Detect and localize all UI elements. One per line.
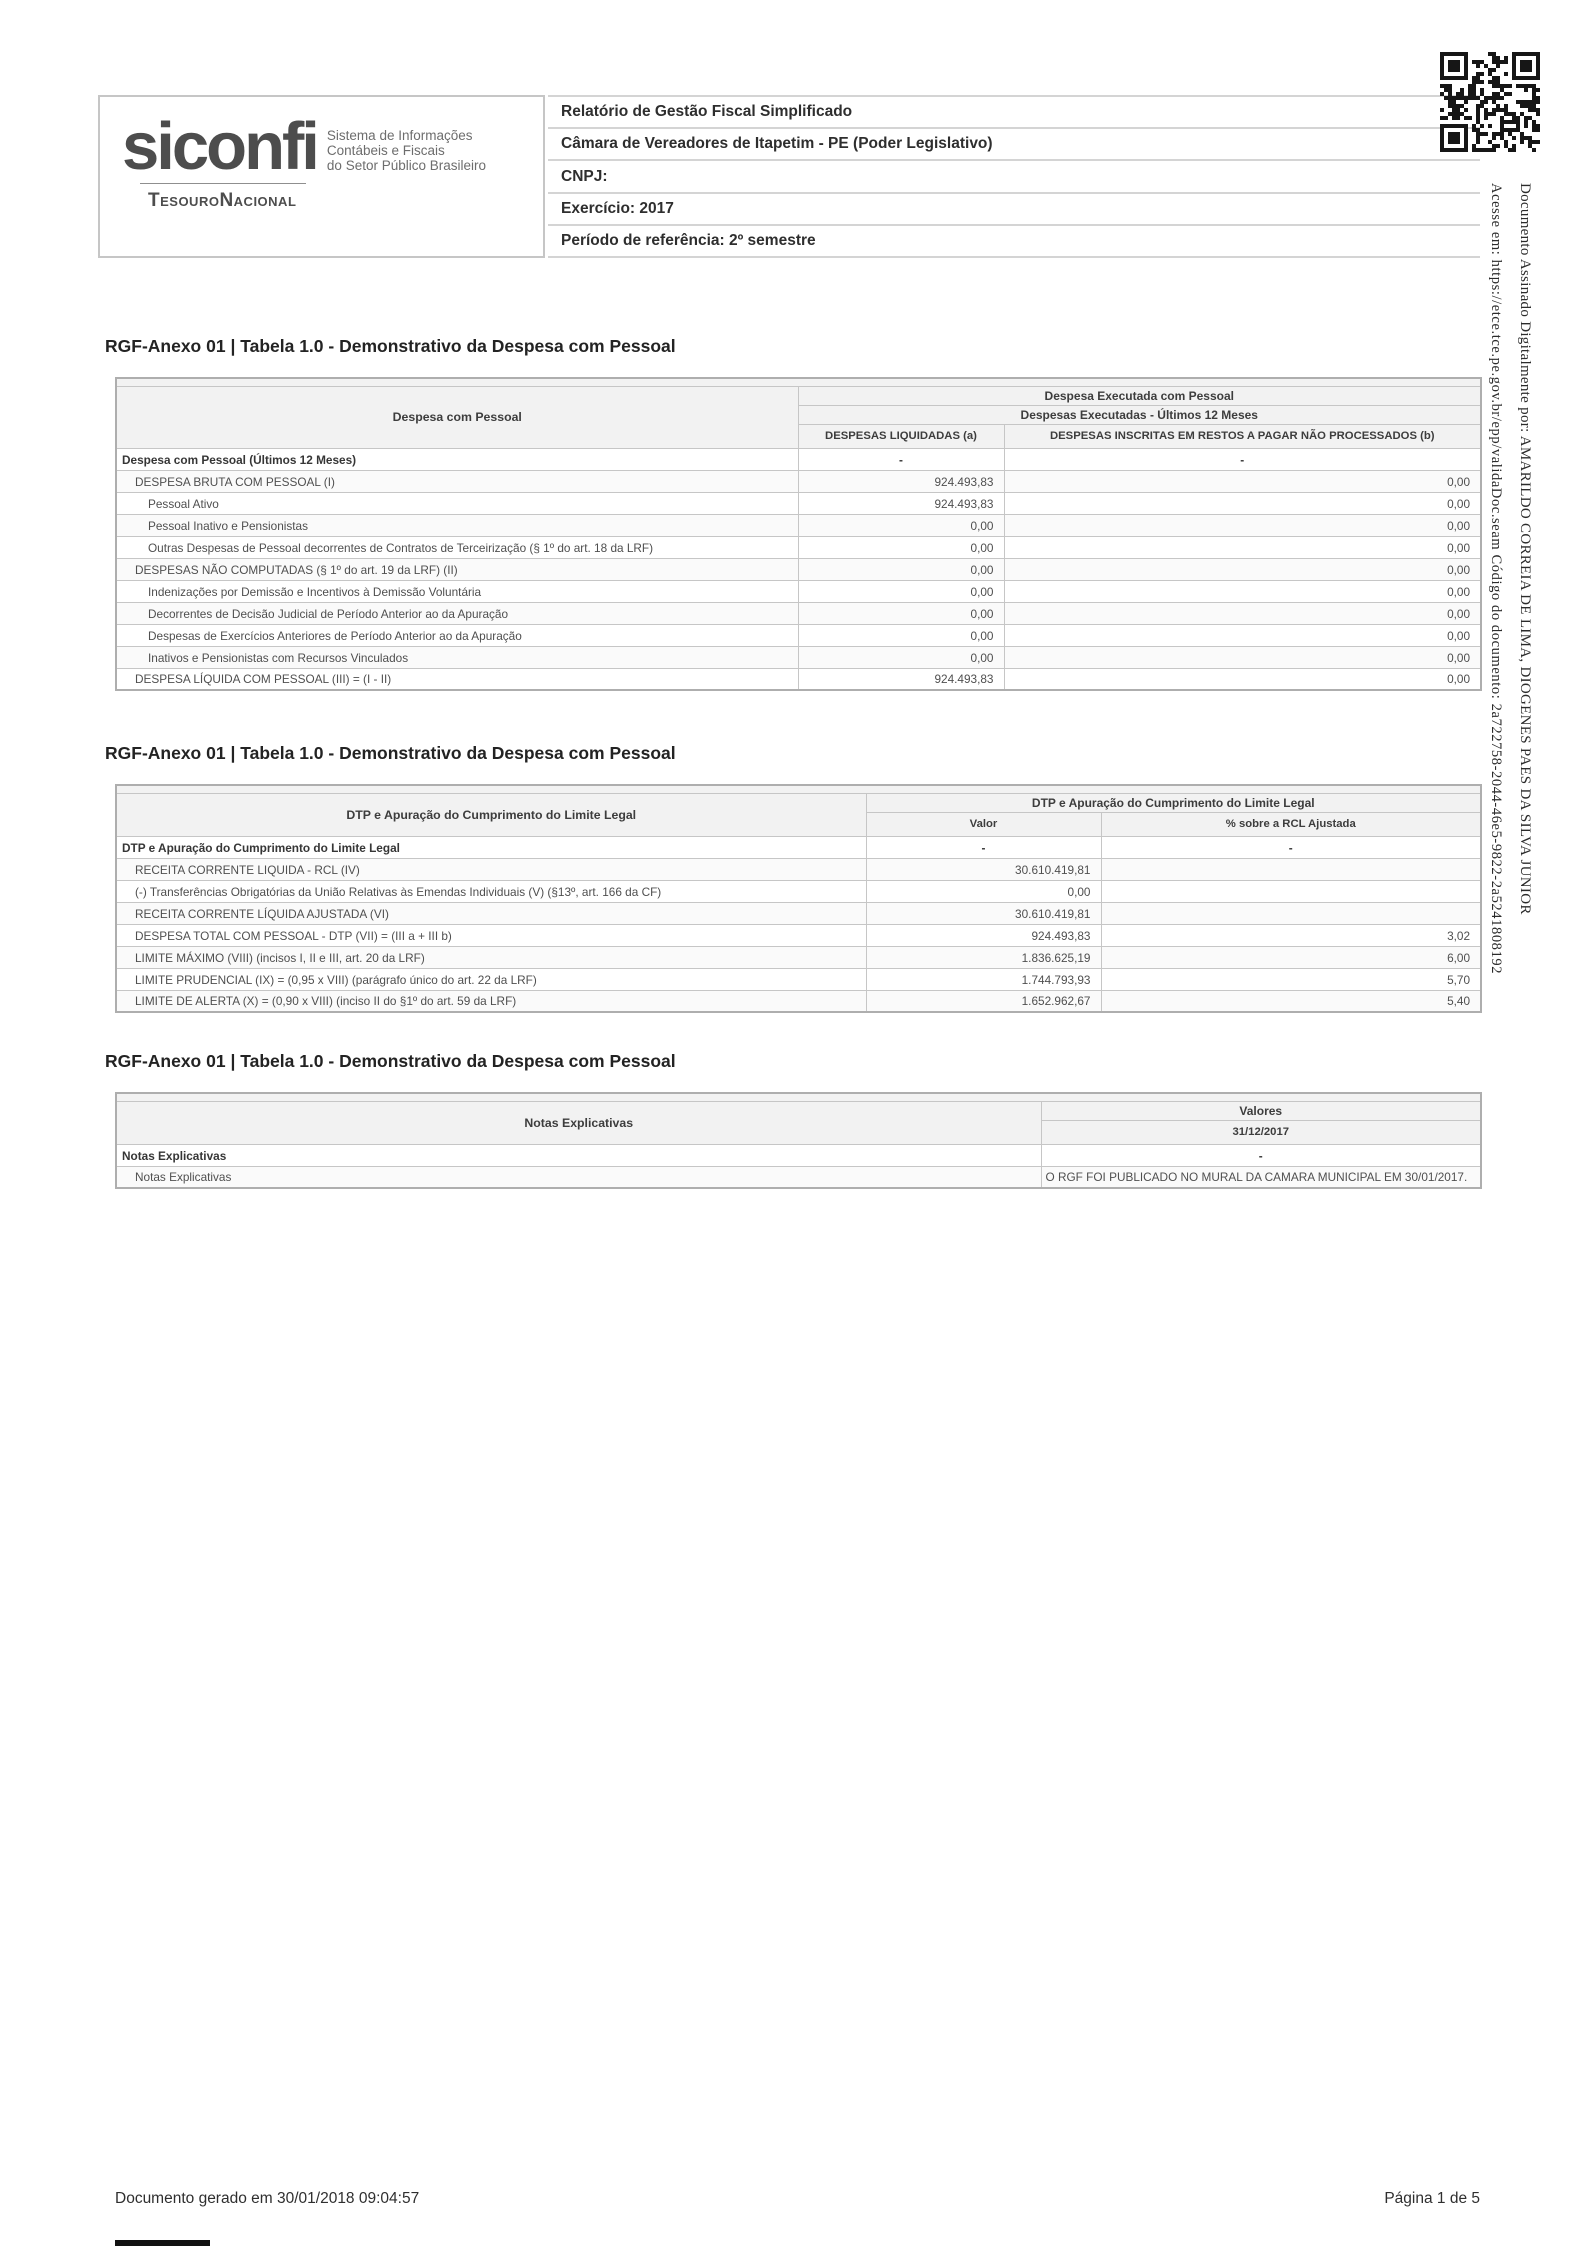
row-label: LIMITE DE ALERTA (X) = (0,90 x VIII) (inciso II do §1º do art. 59 da LRF) [116,990,866,1012]
header-strip-row [116,785,1481,793]
row-value: 0,00 [1004,646,1481,668]
row-value: 30.610.419,81 [866,858,1101,880]
group-header: Despesa Executada com Pessoal [798,386,1481,405]
row-value [1101,902,1481,924]
row-value: 924.493,83 [798,492,1004,514]
notas-explicativas-table [115,1092,1482,1189]
section-title-table3: RGF-Anexo 01 | Tabela 1.0 - Demonstrativo da Despesa com Pessoal [105,1051,676,1071]
table-row [116,1144,1481,1166]
row-value: - [1004,448,1481,470]
row-value: 0,00 [1004,558,1481,580]
row-label: Decorrentes de Decisão Judicial de Período Anterior ao da Apuração [116,602,798,624]
page-number: Página 1 de 5 [1384,2190,1480,2207]
row-label: Notas Explicativas [116,1144,1041,1166]
header-strip-row [116,378,1481,386]
table-row [116,624,1481,646]
row-label: Indenizações por Demissão e Incentivos à Demissão Voluntária [116,580,798,602]
table-row [116,602,1481,624]
table-body [116,836,1481,1012]
row-value: O RGF FOI PUBLICADO NO MURAL DA CAMARA MUNICIPAL EM 30/01/2017. [1041,1166,1481,1188]
validation-url-vertical-text: Acesse em: https://etce.tce.pe.gov.br/epp/validaDoc.seam Código do documento: 2a722758-2044-46e5-9822-2a5241808192 [1488,183,1504,975]
column-header-valor: Valor [866,812,1101,836]
column-header-left: DTP e Apuração do Cumprimento do Limite Legal [116,793,866,836]
table-row [116,558,1481,580]
report-period: Período de referência: 2º semestre [548,226,1480,258]
report-cnpj: CNPJ: [548,161,1480,193]
table-row [116,514,1481,536]
row-label: RECEITA CORRENTE LIQUIDA - RCL (IV) [116,858,866,880]
table-row [116,668,1481,690]
row-value: - [1041,1144,1481,1166]
row-label: DESPESA LÍQUIDA COM PESSOAL (III) = (I - II) [116,668,798,690]
row-label: DESPESA BRUTA COM PESSOAL (I) [116,470,798,492]
table-row [116,946,1481,968]
row-value: 0,00 [1004,536,1481,558]
row-value: 0,00 [798,646,1004,668]
row-value: - [1101,836,1481,858]
row-label: LIMITE PRUDENCIAL (IX) = (0,95 x VIII) (parágrafo único do art. 22 da LRF) [116,968,866,990]
row-label: Pessoal Ativo [116,492,798,514]
row-value: 0,00 [798,624,1004,646]
row-label: LIMITE MÁXIMO (VIII) (incisos I, II e III, art. 20 da LRF) [116,946,866,968]
row-value: 0,00 [1004,514,1481,536]
row-label: (-) Transferências Obrigatórias da União Relativas às Emendas Individuais (V) (§13º, art. 166 da CF) [116,880,866,902]
report-entity: Câmara de Vereadores de Itapetim - PE (Poder Legislativo) [548,129,1480,161]
row-value: 0,00 [798,602,1004,624]
row-value: 0,00 [1004,668,1481,690]
row-value: 924.493,83 [798,470,1004,492]
table-row [116,646,1481,668]
table-row [116,470,1481,492]
row-value: 3,02 [1101,924,1481,946]
tagline-line: Contábeis e Fiscais [326,142,445,158]
table-row [116,880,1481,902]
digital-signature-vertical-text: Documento Assinado Digitalmente por: AMARILDO CORREIA DE LIMA, DIOGENES PAES DA SILVA JUNIOR [1517,183,1533,915]
header-strip-row [116,1093,1481,1101]
row-value: 0,00 [798,514,1004,536]
column-header-date: 31/12/2017 [1041,1120,1481,1144]
despesa-pessoal-table [115,377,1482,691]
table-row [116,902,1481,924]
qr-code [1440,52,1540,152]
row-value: 0,00 [1004,580,1481,602]
column-header-liquidadas: DESPESAS LIQUIDADAS (a) [798,424,1004,448]
column-header-percentual-rcl: % sobre a RCL Ajustada [1101,812,1481,836]
generated-timestamp: Documento gerado em 30/01/2018 09:04:57 [115,2190,420,2207]
row-value: 0,00 [798,558,1004,580]
row-value: 924.493,83 [866,924,1101,946]
row-value: 0,00 [866,880,1101,902]
section-title-table2: RGF-Anexo 01 | Tabela 1.0 - Demonstrativo da Despesa com Pessoal [105,743,676,763]
row-value: 30.610.419,81 [866,902,1101,924]
siconfi-tagline [327,128,486,173]
row-value: 0,00 [798,580,1004,602]
table-body [116,1144,1481,1188]
row-value: 5,70 [1101,968,1481,990]
table-row [116,924,1481,946]
subgroup-header: Despesas Executadas - Últimos 12 Meses [798,405,1481,424]
column-header-left: Despesa com Pessoal [116,386,798,448]
row-label: Notas Explicativas [116,1166,1041,1188]
row-value: 0,00 [1004,492,1481,514]
table-row [116,968,1481,990]
section-title-table1: RGF-Anexo 01 | Tabela 1.0 - Demonstrativo da Despesa com Pessoal [105,336,676,356]
row-value [1101,858,1481,880]
row-label: Despesas de Exercícios Anteriores de Período Anterior ao da Apuração [116,624,798,646]
row-value [1101,880,1481,902]
table-row [116,990,1481,1012]
row-value: 924.493,83 [798,668,1004,690]
table-row [116,836,1481,858]
table-row [116,1166,1481,1188]
group-header: DTP e Apuração do Cumprimento do Limite Legal [866,793,1481,812]
tesouro-nacional-label: TesouroNacional [148,189,297,211]
row-value: 5,40 [1101,990,1481,1012]
table-row [116,858,1481,880]
table-body [116,448,1481,690]
row-value: 1.652.962,67 [866,990,1101,1012]
group-header-valores: Valores [1041,1101,1481,1120]
row-label: Outras Despesas de Pessoal decorrentes de Contratos de Terceirização (§ 1º do art. 18 da LRF) [116,536,798,558]
row-label: Despesa com Pessoal (Últimos 12 Meses) [116,448,798,470]
row-label: Inativos e Pensionistas com Recursos Vinculados [116,646,798,668]
row-value: - [866,836,1101,858]
limite-legal-table [115,784,1482,1013]
row-value: 0,00 [1004,470,1481,492]
row-label: DESPESAS NÃO COMPUTADAS (§ 1º do art. 19 da LRF) (II) [116,558,798,580]
row-label: Pessoal Inativo e Pensionistas [116,514,798,536]
siconfi-logo [98,95,545,258]
tagline-line: do Setor Público Brasileiro [326,157,487,173]
table-row [116,448,1481,470]
row-value: 0,00 [1004,624,1481,646]
table-row [116,536,1481,558]
row-label: RECEITA CORRENTE LÍQUIDA AJUSTADA (VI) [116,902,866,924]
row-label: DESPESA TOTAL COM PESSOAL - DTP (VII) = (III a + III b) [116,924,866,946]
tagline-line: Sistema de Informações [326,127,473,143]
scan-artifact-bar [115,2240,210,2246]
row-value: 1.744.793,93 [866,968,1101,990]
siconfi-brand-text: siconfi [122,109,317,184]
row-label: DTP e Apuração do Cumprimento do Limite Legal [116,836,866,858]
column-header-restos-a-pagar: DESPESAS INSCRITAS EM RESTOS A PAGAR NÃO PROCESSADOS (b) [1004,424,1481,448]
row-value: 1.836.625,19 [866,946,1101,968]
table-row [116,492,1481,514]
row-value: - [798,448,1004,470]
column-header-left: Notas Explicativas [116,1101,1041,1144]
table-row [116,580,1481,602]
row-value: 0,00 [798,536,1004,558]
row-value: 6,00 [1101,946,1481,968]
row-value: 0,00 [1004,602,1481,624]
report-title: Relatório de Gestão Fiscal Simplificado [548,97,1480,129]
logo-brand-row [100,97,543,184]
report-exercise: Exercício: 2017 [548,194,1480,226]
report-header [548,95,1480,258]
